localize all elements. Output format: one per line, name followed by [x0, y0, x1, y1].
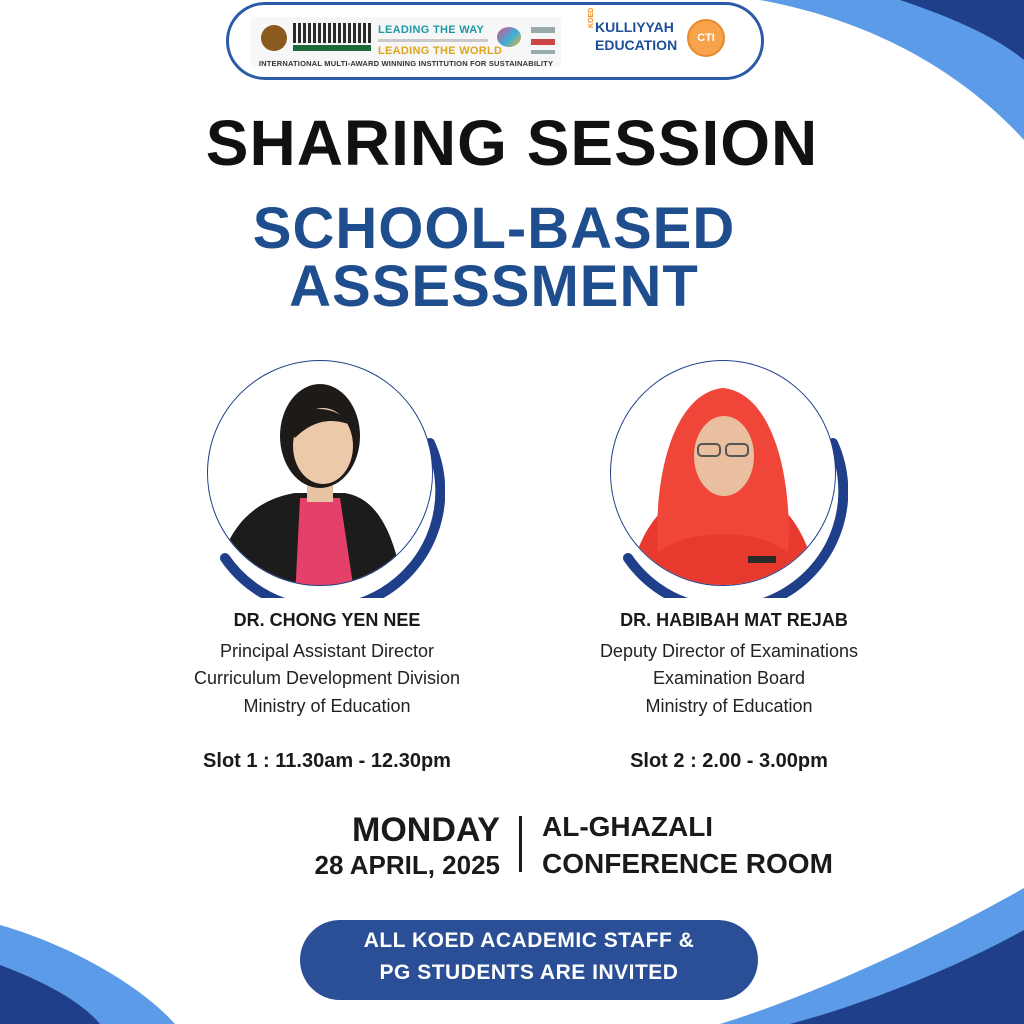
tagline-top: LEADING THE WAY: [378, 24, 485, 36]
ranking-badge-icon: [531, 27, 555, 33]
speaker-1-name: DR. CHONG YEN NEE: [233, 610, 421, 630]
invitation-banner: [300, 920, 758, 1000]
venue-line1: AL-GHAZALI: [542, 811, 714, 842]
university-logo-card: [251, 17, 561, 67]
speaker-2-photo: [598, 348, 848, 598]
speaker-2-name: DR. HABIBAH MAT REJAB: [620, 610, 848, 630]
institution-slogan: INTERNATIONAL MULTI-AWARD WINNING INSTITUTION FOR SUSTAINABILITY: [258, 59, 554, 68]
event-day: MONDAY: [352, 811, 500, 849]
university-crest-icon: [261, 25, 287, 51]
event-title: SHARING SESSION: [205, 107, 819, 179]
speaker-2-division: Examination Board: [652, 668, 806, 688]
tagline-rule: [378, 39, 488, 42]
event-subtitle-line1: SCHOOL-BASED: [252, 196, 736, 261]
name-tag-icon: [748, 556, 776, 563]
faculty-name-line2: EDUCATION: [595, 37, 678, 53]
award-badge-icon: [531, 39, 555, 45]
speaker-1-ministry: Ministry of Education: [243, 696, 411, 716]
tagline-bottom: LEADING THE WORLD: [378, 45, 503, 57]
cti-logo: CTI: [687, 19, 725, 57]
speaker-1-position: Principal Assistant Director: [219, 641, 435, 661]
event-subtitle-line2: ASSESSMENT: [289, 254, 699, 319]
invitation-line2: PG STUDENTS ARE INVITED: [379, 961, 679, 984]
logo-banner: [226, 2, 764, 80]
university-wordmark-icon: [293, 23, 371, 43]
speaker-2-slot: Slot 2 : 2.00 - 3.00pm: [630, 750, 828, 772]
partner-badge-icon: [531, 50, 555, 54]
invitation-line1: ALL KOED ACADEMIC STAFF &: [363, 929, 695, 952]
speaker-1-photo: [195, 348, 445, 598]
venue-line2: CONFERENCE ROOM: [542, 848, 833, 879]
date-venue-divider: [519, 816, 522, 872]
event-date: 28 APRIL, 2025: [314, 850, 500, 880]
koed-mark: KOED: [588, 7, 595, 28]
speaker-2-position: Deputy Director of Examinations: [599, 641, 859, 661]
university-subline-icon: [293, 45, 371, 51]
speaker-1-slot: Slot 1 : 11.30am - 12.30pm: [203, 750, 451, 772]
speaker-2-ministry: Ministry of Education: [645, 696, 813, 716]
faculty-name-line1: KULLIYYAH: [595, 19, 674, 35]
sustainability-heart-icon: [497, 27, 521, 47]
speaker-1-division: Curriculum Development Division: [193, 668, 461, 688]
